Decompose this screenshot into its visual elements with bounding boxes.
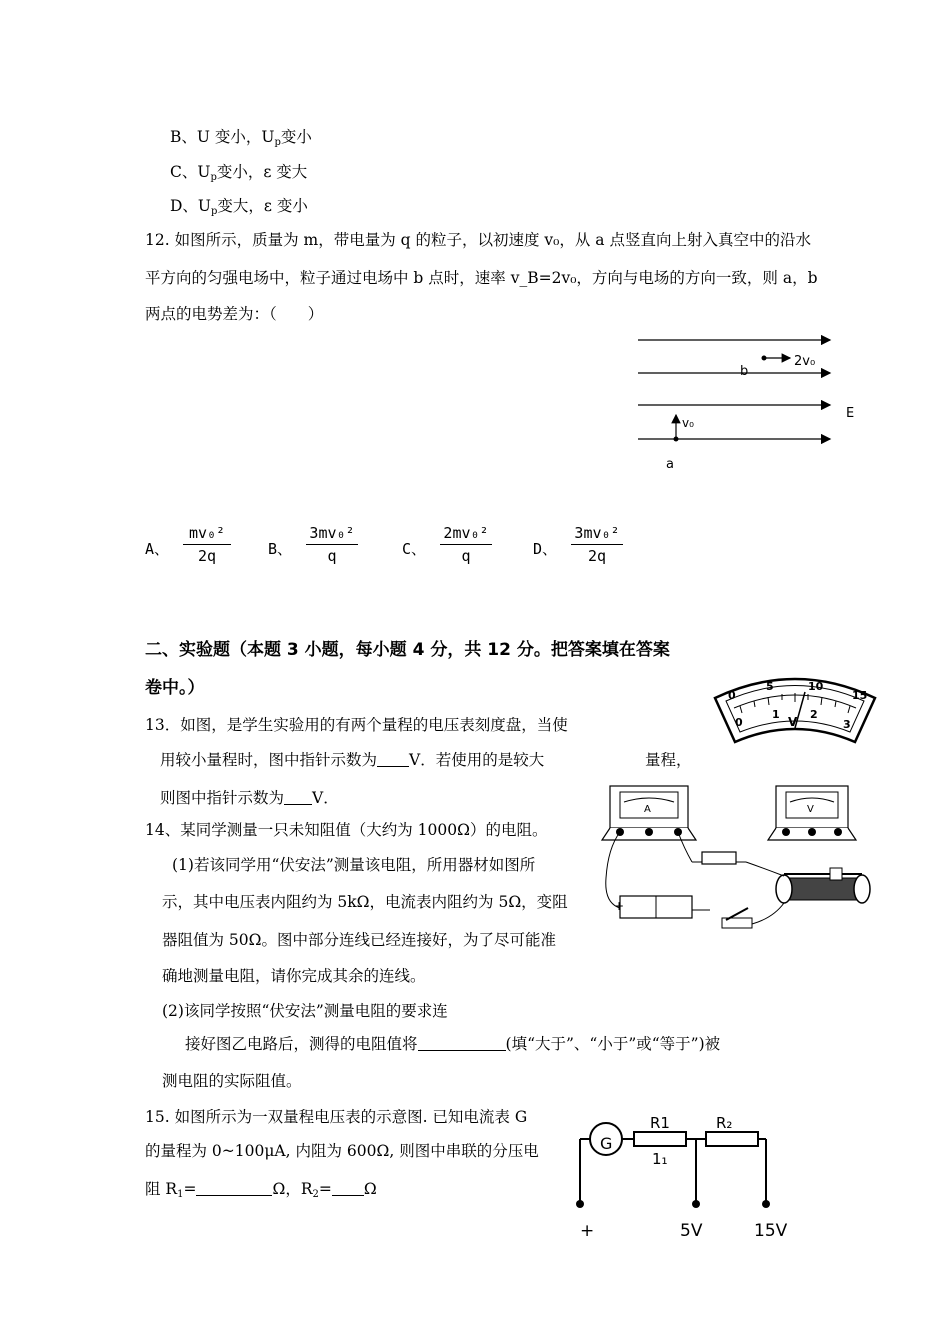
label-E: E xyxy=(846,406,855,421)
battery xyxy=(614,896,692,918)
dial-unit: V xyxy=(788,715,798,729)
rheostat xyxy=(776,868,870,903)
q14-line5: 确地测量电阻，请你完成其余的连线。 xyxy=(162,967,426,985)
label-v0: v₀ xyxy=(682,416,694,430)
apparatus-figure xyxy=(598,768,888,948)
q15-line1: 15. 如图所示为一双量程电压表的示意图. 已知电流表 G xyxy=(145,1108,528,1126)
q15-line2: 的量程为 0~100μA, 内阻为 600Ω, 则图中串联的分压电 xyxy=(145,1142,539,1160)
q14-line8: 测电阻的实际阻值。 xyxy=(162,1072,302,1090)
galvanometer-label: G xyxy=(600,1134,613,1153)
dial-top-10: 10 xyxy=(808,680,824,693)
wire xyxy=(752,903,784,924)
q12-line1: 12. 如图所示，质量为 m，带电量为 q 的粒子，以初速度 v₀，从 a 点竖直向上射入真空中的沿水 xyxy=(145,231,811,249)
option-b: B、U 变小，$U_p$变小 xyxy=(170,128,312,148)
label-r1: R1 xyxy=(650,1114,670,1132)
svg-text:+: + xyxy=(614,899,625,913)
dial-bottom-2: 2 xyxy=(810,708,818,721)
dial-bottom-0: 0 xyxy=(735,716,743,729)
wire xyxy=(606,832,620,908)
q14-line7: 接好图乙电路后，测得的电阻值将 (填“大于”、“小于”或“等于”)被 xyxy=(185,1035,721,1053)
q13-line1: 13．如图，是学生实验用的有两个量程的电压表刻度盘，当使 xyxy=(145,716,568,734)
q14-line6: (2)该同学按照“伏安法”测量电阻的要求连 xyxy=(162,1002,448,1020)
label-i1: 1₁ xyxy=(652,1150,668,1168)
label-r2: R₂ xyxy=(716,1114,733,1132)
resistor-r1 xyxy=(634,1132,686,1146)
option-c: C、$U_p$变小，ε 变大 xyxy=(170,163,308,183)
resistor-r2 xyxy=(706,1132,758,1146)
switch xyxy=(722,908,752,928)
q13-line2: 用较小量程时，图中指针示数为 V．若使用的是较大 xyxy=(160,751,545,769)
voltmeter-dial-figure xyxy=(710,668,880,746)
wire xyxy=(746,862,784,876)
electric-field-figure xyxy=(630,325,870,480)
terminal-5v xyxy=(692,1200,700,1208)
dial-bottom-1: 1 xyxy=(772,708,780,721)
ammeter-label: A xyxy=(644,804,651,815)
voltmeter xyxy=(768,786,856,840)
terminal-15v xyxy=(762,1200,770,1208)
label-5v: 5V xyxy=(680,1221,703,1241)
resistor xyxy=(702,852,736,864)
ammeter xyxy=(602,786,696,840)
q14-line2: (1)若该同学用“伏安法”测量该电阻，所用器材如图所 xyxy=(172,856,536,874)
label-2v0: 2v₀ xyxy=(794,354,816,369)
voltmeter-label: V xyxy=(807,804,814,815)
q13-line3: 则图中指针示数为 V． xyxy=(160,789,339,807)
option-d: D、$U_p$变大，ε 变小 xyxy=(170,197,308,217)
section-title-cont: 卷中。） xyxy=(145,678,205,698)
q14-line4: 器阻值为 50Ω。图中部分连线已经连接好，为了尽可能准 xyxy=(162,931,557,949)
q12-line2: 平方向的匀强电场中，粒子通过电场中 b 点时，速率 v_B=2v₀，方向与电场的方向一致，则 a，b xyxy=(145,269,818,287)
terminal-plus xyxy=(576,1200,584,1208)
dial-top-0: 0 xyxy=(728,689,736,702)
q13-line2-cont: 量程， xyxy=(645,751,692,769)
dual-range-voltmeter-circuit xyxy=(570,1110,810,1245)
section-title: 二、实验题（本题 3 小题，每小题 4 分，共 12 分。把答案填在答案 xyxy=(145,640,670,660)
label-a: a xyxy=(666,457,674,472)
dial-top-5: 5 xyxy=(766,680,774,693)
label-b: b xyxy=(740,364,749,379)
q14-line3: 示，其中电压表内阻约为 5kΩ，电流表内阻约为 5Ω，变阻 xyxy=(162,893,568,911)
q12-line3: 两点的电势差为：（ ） xyxy=(145,305,324,323)
dial-bottom-3: 3 xyxy=(843,718,851,731)
dial-top-15: 15 xyxy=(852,689,868,702)
label-15v: 15V xyxy=(754,1221,788,1241)
q15-line3: 阻 $R_1= \Omega$，$R_2= \Omega$ xyxy=(145,1180,377,1200)
label-plus: + xyxy=(580,1221,595,1241)
q14-line1: 14、某同学测量一只未知阻值（大约为 1000Ω）的电阻。 xyxy=(145,821,548,839)
